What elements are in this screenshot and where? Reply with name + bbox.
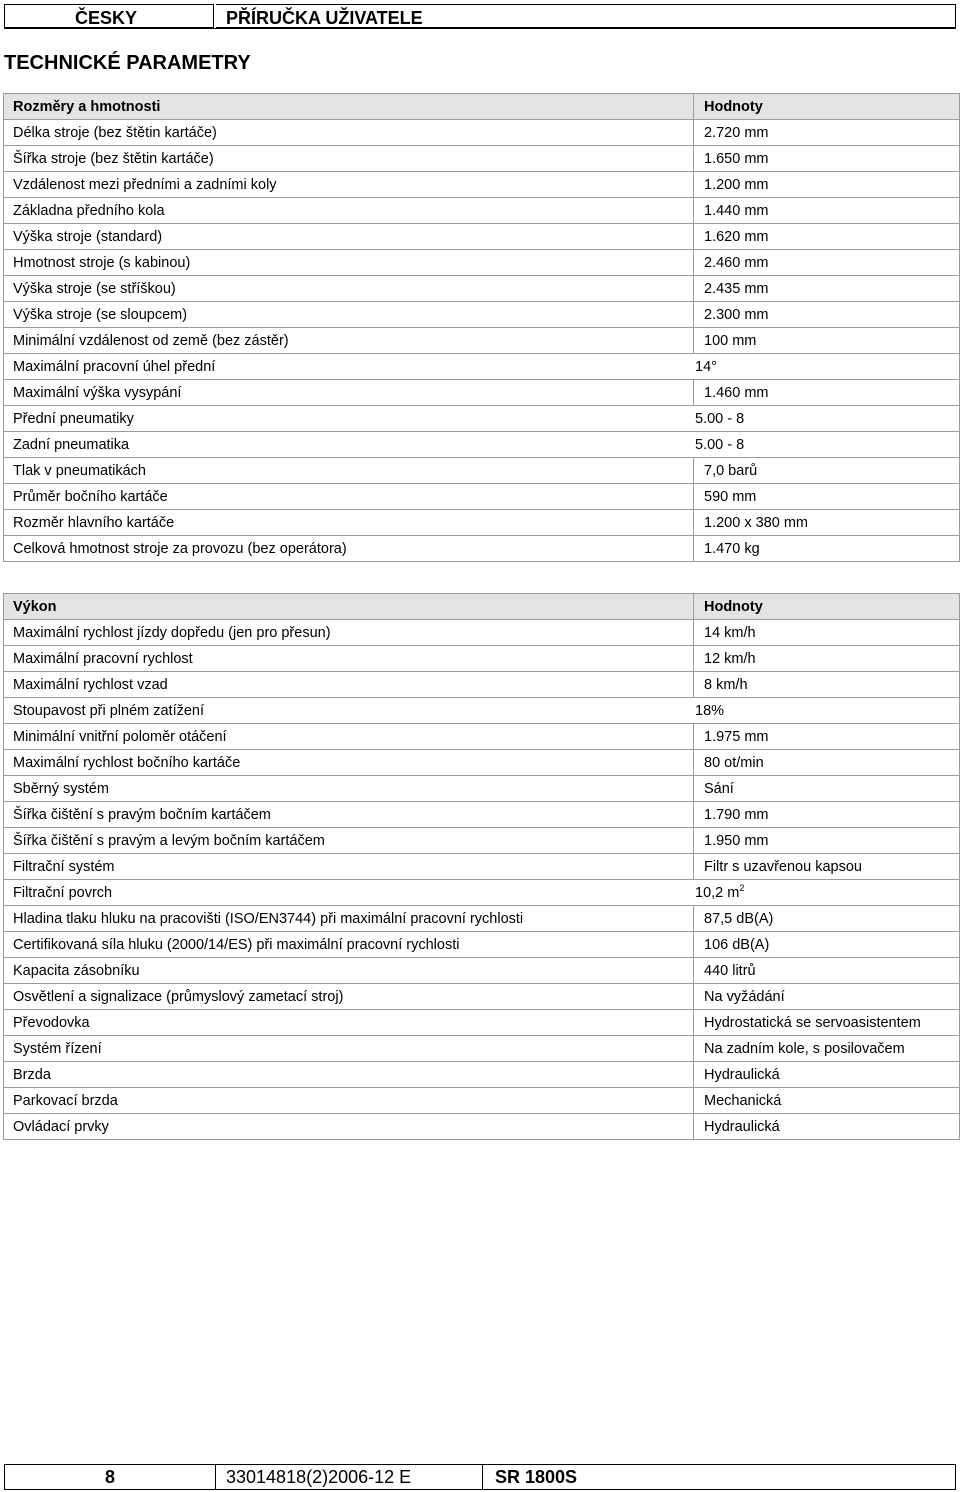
parameter-value <box>694 1062 960 1088</box>
parameter-value <box>694 172 960 198</box>
parameter-value-text: 2.720 mm <box>704 124 769 141</box>
parameter-value-text: 8 km/h <box>704 676 748 693</box>
parameter-value <box>694 328 960 354</box>
parameter-label: Výška stroje (se sloupcem) <box>4 302 694 328</box>
parameter-value <box>694 510 960 536</box>
parameter-label: Kapacita zásobníku <box>4 958 694 984</box>
parameter-label: Ovládací prvky <box>4 1114 694 1140</box>
unit-superscript: 2 <box>739 882 745 893</box>
parameter-value-text: Filtr s uzavřenou kapsou <box>704 858 862 875</box>
table-row <box>4 536 960 562</box>
table-row <box>4 698 960 724</box>
parameter-value-text: 2.435 mm <box>704 280 769 297</box>
parameter-label: Minimální vnitřní poloměr otáčení <box>4 724 694 750</box>
header-language: ČESKY <box>75 8 138 28</box>
parameter-label: Výška stroje (standard) <box>4 224 694 250</box>
parameter-value <box>694 672 960 698</box>
table-row <box>4 854 960 880</box>
performance-heading: Výkon <box>4 594 694 620</box>
parameter-label: Hladina tlaku hluku na pracovišti (ISO/EN3744) při maximální pracovní rychlosti <box>4 906 694 932</box>
table-row <box>4 932 960 958</box>
parameter-value-text: 100 mm <box>704 332 757 349</box>
parameter-value-text: 80 ot/min <box>704 754 764 771</box>
table-row <box>4 724 960 750</box>
performance-table-body <box>4 594 960 1140</box>
parameter-value <box>694 724 960 750</box>
table-row <box>4 906 960 932</box>
parameter-label: Maximální rychlost jízdy dopředu (jen pro přesun) <box>4 620 694 646</box>
parameter-label: Šířka stroje (bez štětin kartáče) <box>4 146 694 172</box>
parameter-label: Zadní pneumatika <box>4 432 694 458</box>
table-row <box>4 646 960 672</box>
parameter-label: Výška stroje (se stříškou) <box>4 276 694 302</box>
table-row <box>4 250 960 276</box>
parameter-label: Převodovka <box>4 1010 694 1036</box>
parameter-label: Filtrační systém <box>4 854 694 880</box>
parameter-value <box>694 828 960 854</box>
page-title: TECHNICKÉ PARAMETRY <box>4 52 251 74</box>
table-row <box>4 672 960 698</box>
parameter-value <box>694 380 960 406</box>
parameter-label: Sběrný systém <box>4 776 694 802</box>
table-row <box>4 1010 960 1036</box>
parameter-value-text: 5.00 - 8 <box>695 436 745 453</box>
parameter-value <box>694 432 960 458</box>
performance-header-row <box>4 594 960 620</box>
parameter-value-text: 5.00 - 8 <box>695 410 745 427</box>
table-row <box>4 802 960 828</box>
parameter-label: Osvětlení a signalizace (průmyslový zametací stroj) <box>4 984 694 1010</box>
parameter-value <box>694 458 960 484</box>
parameter-value-text: 1.650 mm <box>704 150 769 167</box>
parameter-value <box>694 302 960 328</box>
parameter-value-text: 2.460 mm <box>704 254 769 271</box>
parameter-value-text: Mechanická <box>704 1092 782 1109</box>
parameter-value <box>694 250 960 276</box>
table-row <box>4 276 960 302</box>
parameter-value-text: Na vyžádání <box>704 988 785 1005</box>
parameter-value-text: Sání <box>704 780 734 797</box>
parameter-value-text: 1.470 kg <box>704 540 760 557</box>
table-row <box>4 620 960 646</box>
dimensions-header-row <box>4 94 960 120</box>
table-row <box>4 1114 960 1140</box>
parameter-label: Přední pneumatiky <box>4 406 694 432</box>
dimensions-value-heading: Hodnoty <box>694 94 960 120</box>
parameter-value-text: 1.460 mm <box>704 384 769 401</box>
table-row <box>4 750 960 776</box>
parameter-label: Minimální vzdálenost od země (bez zástěr) <box>4 328 694 354</box>
parameter-label: Vzdálenost mezi předními a zadními koly <box>4 172 694 198</box>
parameter-value-text: 440 litrů <box>704 962 756 979</box>
parameter-value <box>694 484 960 510</box>
header-title-box <box>216 4 956 28</box>
parameter-label: Parkovací brzda <box>4 1088 694 1114</box>
parameter-value <box>694 146 960 172</box>
parameter-value-text: 1.950 mm <box>704 832 769 849</box>
parameter-label: Systém řízení <box>4 1036 694 1062</box>
parameter-value-text: 7,0 barů <box>704 462 758 479</box>
table-row <box>4 302 960 328</box>
table-row <box>4 776 960 802</box>
table-row <box>4 406 960 432</box>
parameter-value <box>694 776 960 802</box>
table-row <box>4 1036 960 1062</box>
parameter-value <box>694 958 960 984</box>
table-row <box>4 172 960 198</box>
table-row <box>4 380 960 406</box>
header-title: PŘÍRUČKA UŽIVATELE <box>226 8 423 28</box>
table-row <box>4 1062 960 1088</box>
table-row <box>4 146 960 172</box>
parameter-label: Šířka čištění s pravým bočním kartáčem <box>4 802 694 828</box>
parameter-label: Maximální pracovní rychlost <box>4 646 694 672</box>
header-language-box <box>4 4 214 28</box>
parameter-value-text: 1.975 mm <box>704 728 769 745</box>
parameter-value <box>694 620 960 646</box>
parameter-value-text: Hydrostatická se servoasistentem <box>704 1014 921 1031</box>
parameter-value-text: 18% <box>695 702 725 719</box>
parameter-value <box>694 276 960 302</box>
table-row <box>4 880 960 906</box>
parameter-value <box>694 1010 960 1036</box>
dimensions-table <box>3 93 960 562</box>
parameter-value-text: 1.200 x 380 mm <box>704 514 808 531</box>
performance-table <box>3 593 960 1140</box>
table-row <box>4 328 960 354</box>
parameter-value-text: 1.790 mm <box>704 806 769 823</box>
parameter-label: Stoupavost při plném zatížení <box>4 698 694 724</box>
parameter-value-text: 1.200 mm <box>704 176 769 193</box>
model-name: SR 1800S <box>495 1467 578 1487</box>
parameter-value <box>694 354 960 380</box>
table-row <box>4 828 960 854</box>
table-row <box>4 198 960 224</box>
parameter-value-text: 14 km/h <box>704 624 756 641</box>
parameter-label: Filtrační povrch <box>4 880 694 906</box>
table-row <box>4 120 960 146</box>
parameter-value <box>694 198 960 224</box>
table-row <box>4 484 960 510</box>
parameter-label: Celková hmotnost stroje za provozu (bez operátora) <box>4 536 694 562</box>
parameter-value <box>694 984 960 1010</box>
parameter-label: Průměr bočního kartáče <box>4 484 694 510</box>
parameter-value <box>694 802 960 828</box>
performance-value-heading: Hodnoty <box>694 594 960 620</box>
document-code: 33014818(2)2006-12 E <box>215 1465 483 1489</box>
parameter-label: Maximální rychlost vzad <box>4 672 694 698</box>
table-row <box>4 458 960 484</box>
parameter-label: Hmotnost stroje (s kabinou) <box>4 250 694 276</box>
parameter-value-text: Hydraulická <box>704 1118 780 1135</box>
footer <box>4 1464 956 1490</box>
parameter-value <box>694 1114 960 1140</box>
parameter-label: Brzda <box>4 1062 694 1088</box>
parameter-value <box>694 120 960 146</box>
table-row <box>4 1088 960 1114</box>
parameter-value-text: 2.300 mm <box>704 306 769 323</box>
parameter-label: Základna předního kola <box>4 198 694 224</box>
parameter-label: Tlak v pneumatikách <box>4 458 694 484</box>
table-row <box>4 984 960 1010</box>
parameter-value <box>694 1036 960 1062</box>
parameter-label: Maximální výška vysypání <box>4 380 694 406</box>
parameter-value-text: 14° <box>695 358 717 375</box>
parameter-value-text: 106 dB(A) <box>704 936 770 953</box>
parameter-value-text: 10,2 m <box>695 884 740 901</box>
parameter-label: Délka stroje (bez štětin kartáče) <box>4 120 694 146</box>
parameter-value-text: 12 km/h <box>704 650 756 667</box>
page-number: 8 <box>5 1465 216 1489</box>
table-row <box>4 354 960 380</box>
parameter-value <box>694 698 960 724</box>
parameter-value-text: 1.620 mm <box>704 228 769 245</box>
parameter-value <box>694 906 960 932</box>
dimensions-heading: Rozměry a hmotnosti <box>4 94 694 120</box>
parameter-value <box>694 880 960 906</box>
parameter-value <box>694 646 960 672</box>
parameter-value <box>694 932 960 958</box>
parameter-value <box>694 406 960 432</box>
parameter-value <box>694 1088 960 1114</box>
parameter-value <box>694 854 960 880</box>
parameter-value <box>694 536 960 562</box>
parameter-value-text: Hydraulická <box>704 1066 780 1083</box>
parameter-label: Certifikovaná síla hluku (2000/14/ES) při maximální pracovní rychlosti <box>4 932 694 958</box>
parameter-value <box>694 750 960 776</box>
dimensions-table-body <box>4 94 960 562</box>
parameter-label: Maximální pracovní úhel přední <box>4 354 694 380</box>
parameter-value-text: 1.440 mm <box>704 202 769 219</box>
parameter-value <box>694 224 960 250</box>
parameter-label: Maximální rychlost bočního kartáče <box>4 750 694 776</box>
parameter-value-text: 87,5 dB(A) <box>704 910 774 927</box>
parameter-value-text: Na zadním kole, s posilovačem <box>704 1040 905 1057</box>
table-row <box>4 432 960 458</box>
parameter-label: Rozměr hlavního kartáče <box>4 510 694 536</box>
table-row <box>4 510 960 536</box>
table-row <box>4 958 960 984</box>
header-rule <box>4 28 956 29</box>
parameter-value-text: 590 mm <box>704 488 757 505</box>
parameter-label: Šířka čištění s pravým a levým bočním kartáčem <box>4 828 694 854</box>
table-row <box>4 224 960 250</box>
